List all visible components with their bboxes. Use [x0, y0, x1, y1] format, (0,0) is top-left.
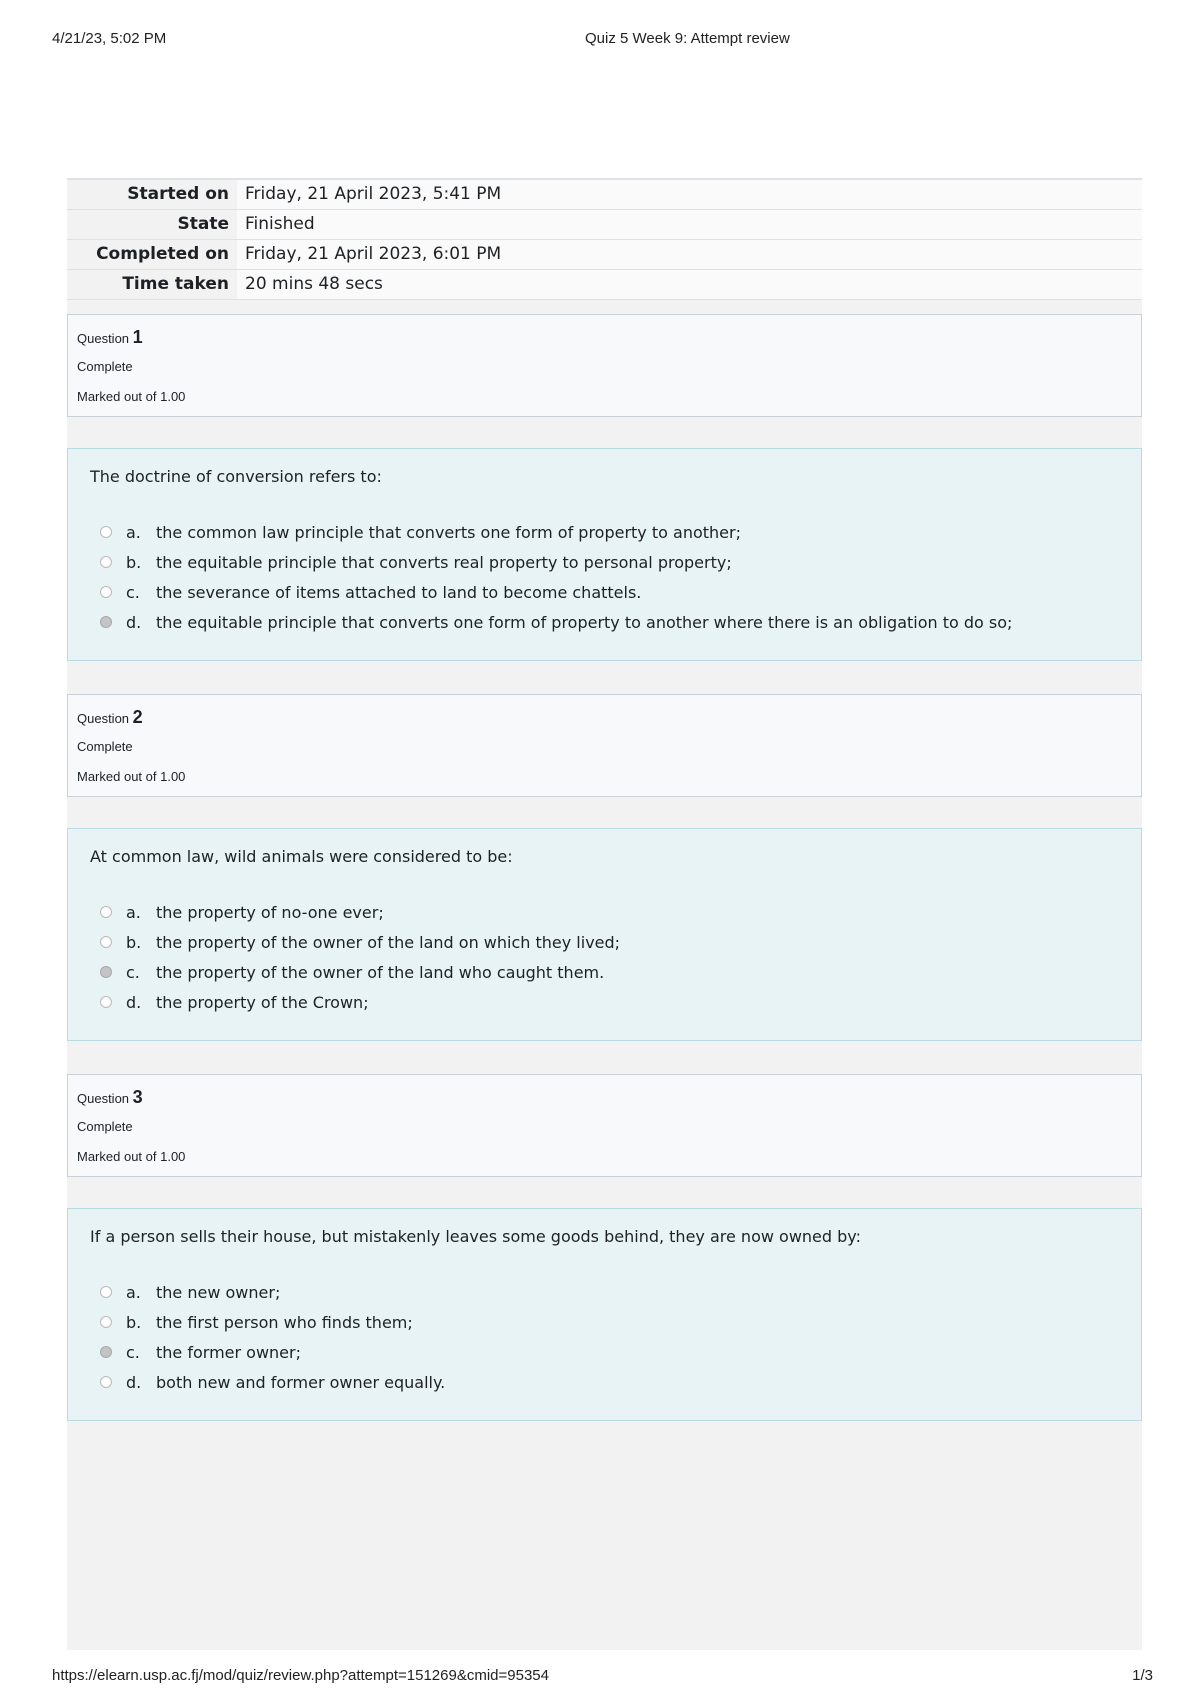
answer-option[interactable] — [100, 959, 604, 985]
radio-button[interactable] — [100, 996, 112, 1008]
summary-row-completed — [67, 240, 1142, 270]
print-title: Quiz 5 Week 9: Attempt review — [585, 30, 790, 47]
summary-row-started — [67, 180, 1142, 210]
attempt-summary-table — [67, 178, 1142, 300]
answer-letter: a. — [126, 522, 141, 542]
summary-label: State — [67, 210, 237, 239]
question-info-3 — [67, 1074, 1142, 1177]
radio-button-selected[interactable] — [100, 1346, 112, 1358]
answer-text: the property of the Crown; — [156, 992, 369, 1012]
question-formulation-1 — [67, 448, 1142, 661]
answer-option[interactable] — [100, 989, 369, 1015]
answer-text: the new owner; — [156, 1282, 281, 1302]
answer-option[interactable] — [100, 1369, 445, 1395]
summary-label: Time taken — [67, 270, 237, 299]
question-number: Question 2 — [77, 707, 143, 727]
answer-option[interactable] — [100, 519, 741, 545]
radio-button[interactable] — [100, 1316, 112, 1328]
question-info-1 — [67, 314, 1142, 417]
radio-button-selected[interactable] — [100, 616, 112, 628]
answer-option[interactable] — [100, 899, 384, 925]
answer-option[interactable] — [100, 549, 732, 575]
answer-text: the property of no-one ever; — [156, 902, 384, 922]
question-formulation-2 — [67, 828, 1142, 1041]
question-grade: Marked out of 1.00 — [77, 389, 186, 404]
summary-value: Friday, 21 April 2023, 6:01 PM — [237, 240, 1142, 269]
radio-button[interactable] — [100, 906, 112, 918]
answer-letter: a. — [126, 1282, 141, 1302]
summary-label: Started on — [67, 180, 237, 209]
answer-option[interactable] — [100, 929, 620, 955]
question-text: The doctrine of conversion refers to: — [90, 467, 382, 486]
print-url: https://elearn.usp.ac.fj/mod/quiz/review.php?attempt=151269&cmid=95354 — [52, 1667, 549, 1684]
summary-row-time-taken — [67, 270, 1142, 300]
answer-text: the equitable principle that converts real property to personal property; — [156, 552, 732, 572]
question-formulation-3 — [67, 1208, 1142, 1421]
question-info-2 — [67, 694, 1142, 797]
answer-text: the property of the owner of the land who caught them. — [156, 962, 605, 982]
page-content — [67, 178, 1142, 1650]
summary-row-state — [67, 210, 1142, 240]
print-date: 4/21/23, 5:02 PM — [52, 30, 167, 47]
page-number: 1/3 — [1132, 1667, 1153, 1684]
answer-text: the former owner; — [156, 1342, 301, 1362]
radio-button[interactable] — [100, 1376, 112, 1388]
summary-value: 20 mins 48 secs — [237, 270, 1142, 299]
answer-letter: c. — [126, 1342, 140, 1362]
question-text: If a person sells their house, but mistakenly leaves some goods behind, they are now owned by: — [90, 1227, 861, 1246]
question-number: Question 1 — [77, 327, 143, 347]
answer-letter: b. — [126, 932, 142, 952]
answer-text: the equitable principle that converts one form of property to another where there is an obligation to do so; — [156, 612, 1013, 632]
question-state: Complete — [77, 1119, 133, 1134]
answer-letter: c. — [126, 962, 140, 982]
question-text: At common law, wild animals were considered to be: — [90, 847, 513, 866]
answer-letter: d. — [126, 1372, 142, 1392]
summary-value: Finished — [237, 210, 1142, 239]
question-state: Complete — [77, 739, 133, 754]
radio-button[interactable] — [100, 526, 112, 538]
answer-letter: d. — [126, 992, 142, 1012]
radio-button[interactable] — [100, 936, 112, 948]
radio-button[interactable] — [100, 1286, 112, 1298]
question-grade: Marked out of 1.00 — [77, 1149, 186, 1164]
answer-option[interactable] — [100, 1309, 413, 1335]
radio-button-selected[interactable] — [100, 966, 112, 978]
answer-text: the property of the owner of the land on which they lived; — [156, 932, 621, 952]
radio-button[interactable] — [100, 586, 112, 598]
answer-option[interactable] — [100, 1339, 301, 1365]
answer-text: the severance of items attached to land to become chattels. — [156, 582, 642, 602]
answer-letter: a. — [126, 902, 141, 922]
answer-option[interactable] — [100, 609, 1012, 635]
answer-letter: b. — [126, 1312, 142, 1332]
answer-option[interactable] — [100, 579, 641, 605]
answer-option[interactable] — [100, 1279, 280, 1305]
radio-button[interactable] — [100, 556, 112, 568]
answer-letter: b. — [126, 552, 142, 572]
answer-text: the common law principle that converts one form of property to another; — [156, 522, 741, 542]
question-state: Complete — [77, 359, 133, 374]
answer-text: the first person who finds them; — [156, 1312, 413, 1332]
answer-letter: c. — [126, 582, 140, 602]
summary-value: Friday, 21 April 2023, 5:41 PM — [237, 180, 1142, 209]
summary-label: Completed on — [67, 240, 237, 269]
answer-text: both new and former owner equally. — [156, 1372, 446, 1392]
answer-letter: d. — [126, 612, 142, 632]
question-number: Question 3 — [77, 1087, 143, 1107]
question-grade: Marked out of 1.00 — [77, 769, 186, 784]
